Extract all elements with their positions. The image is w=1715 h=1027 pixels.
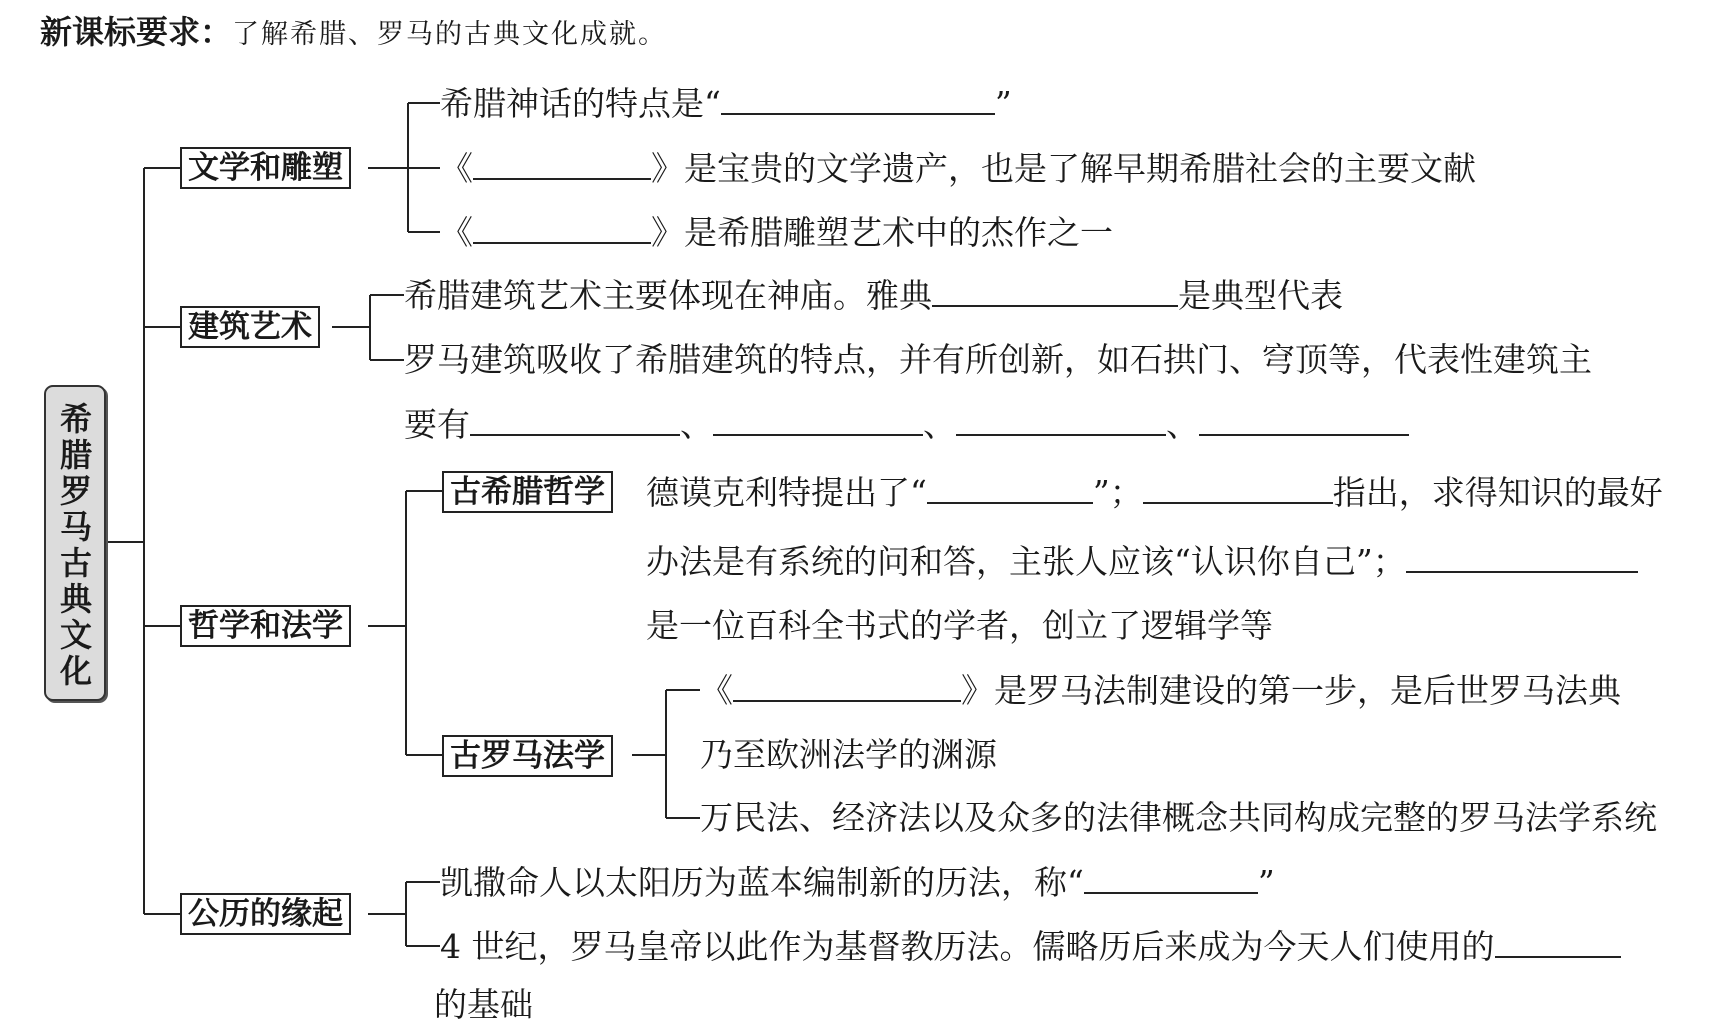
branch-philosophy-law: 哲学和法学 — [180, 605, 351, 647]
fill-blank[interactable] — [932, 275, 1178, 307]
roman-law-item-1-text: 》是罗马法制建设的第一步，是后世罗马法典 — [961, 671, 1621, 710]
greek-philosophy-text-b: ”； — [1092, 473, 1143, 512]
architecture-item-1-tail: 是典型代表 — [1178, 276, 1343, 315]
greek-philosophy-line-2 — [646, 541, 1638, 582]
fill-blank[interactable] — [721, 83, 995, 115]
sub-branch-roman-law: 古罗马法学 — [442, 735, 613, 777]
literature-item-2-open: 《 — [440, 149, 473, 188]
fill-blank[interactable] — [1406, 541, 1638, 573]
sub-branch-greek-philosophy: 古希腊哲学 — [442, 471, 613, 513]
architecture-item-2-cont — [404, 404, 1409, 445]
calendar-item-2-text: 4 世纪，罗马皇帝以此作为基督教历法。儒略历后来成为今天人们使用的 — [440, 927, 1495, 966]
root-label: 希腊罗马古典文化 — [59, 400, 92, 690]
roman-law-item-2: 万民法、经济法以及众多的法律概念共同构成完整的罗马法学系统 — [700, 798, 1657, 837]
literature-item-1 — [440, 83, 1012, 124]
fill-blank[interactable] — [956, 404, 1166, 436]
requirement-label: 新课标要求： — [40, 13, 233, 51]
calendar-item-1-text: 凯撒命人以太阳历为蓝本编制新的历法，称“ — [440, 863, 1084, 902]
literature-item-1-text: 希腊神话的特点是“ — [440, 84, 721, 123]
separator: 、 — [1166, 405, 1199, 444]
fill-blank[interactable] — [1143, 472, 1333, 504]
fill-blank[interactable] — [713, 404, 923, 436]
architecture-item-2: 罗马建筑吸收了希腊建筑的特点，并有所创新，如石拱门、穹顶等，代表性建筑主 — [404, 340, 1592, 379]
greek-philosophy-text-a: 德谟克利特提出了“ — [646, 473, 927, 512]
fill-blank[interactable] — [733, 670, 961, 702]
literature-item-1-close: ” — [994, 84, 1012, 123]
architecture-item-1 — [404, 275, 1343, 316]
root-node — [44, 385, 106, 701]
branch-calendar-origin: 公历的缘起 — [180, 893, 351, 935]
calendar-item-1 — [440, 862, 1275, 903]
roman-law-item-1-open: 《 — [700, 671, 733, 710]
greek-philosophy-line-3: 是一位百科全书式的学者，创立了逻辑学等 — [646, 606, 1273, 645]
fill-blank[interactable] — [1199, 404, 1409, 436]
greek-philosophy-text-c: 指出，求得知识的最好 — [1332, 473, 1663, 512]
calendar-item-2-cont: 的基础 — [434, 985, 533, 1024]
separator: 、 — [923, 405, 956, 444]
fill-blank[interactable] — [1495, 926, 1621, 958]
fill-blank[interactable] — [470, 404, 680, 436]
fill-blank[interactable] — [927, 472, 1093, 504]
literature-item-3-text: 》是希腊雕塑艺术中的杰作之一 — [651, 213, 1113, 252]
fill-blank[interactable] — [1084, 862, 1258, 894]
greek-philosophy-line-1 — [646, 472, 1663, 513]
calendar-item-2 — [440, 926, 1621, 967]
fill-blank[interactable] — [473, 148, 651, 180]
calendar-item-1-close: ” — [1257, 863, 1275, 902]
literature-item-3 — [440, 212, 1113, 253]
literature-item-2 — [440, 148, 1476, 189]
curriculum-requirement — [40, 12, 667, 55]
requirement-text: 了解希腊、罗马的古典文化成就。 — [232, 19, 668, 50]
architecture-item-1-text: 希腊建筑艺术主要体现在神庙。雅典 — [404, 276, 932, 315]
roman-law-item-1-cont: 乃至欧洲法学的渊源 — [700, 735, 997, 774]
architecture-item-2-lead: 要有 — [404, 405, 470, 444]
literature-item-3-open: 《 — [440, 213, 473, 252]
branch-literature-sculpture: 文学和雕塑 — [180, 147, 351, 189]
literature-item-2-text: 》是宝贵的文学遗产，也是了解早期希腊社会的主要文献 — [651, 149, 1476, 188]
greek-philosophy-text-d: 办法是有系统的问和答，主张人应该“认识你自己”； — [646, 542, 1406, 581]
roman-law-item-1 — [700, 670, 1621, 711]
branch-architecture: 建筑艺术 — [180, 306, 320, 348]
separator: 、 — [680, 405, 713, 444]
fill-blank[interactable] — [473, 212, 651, 244]
